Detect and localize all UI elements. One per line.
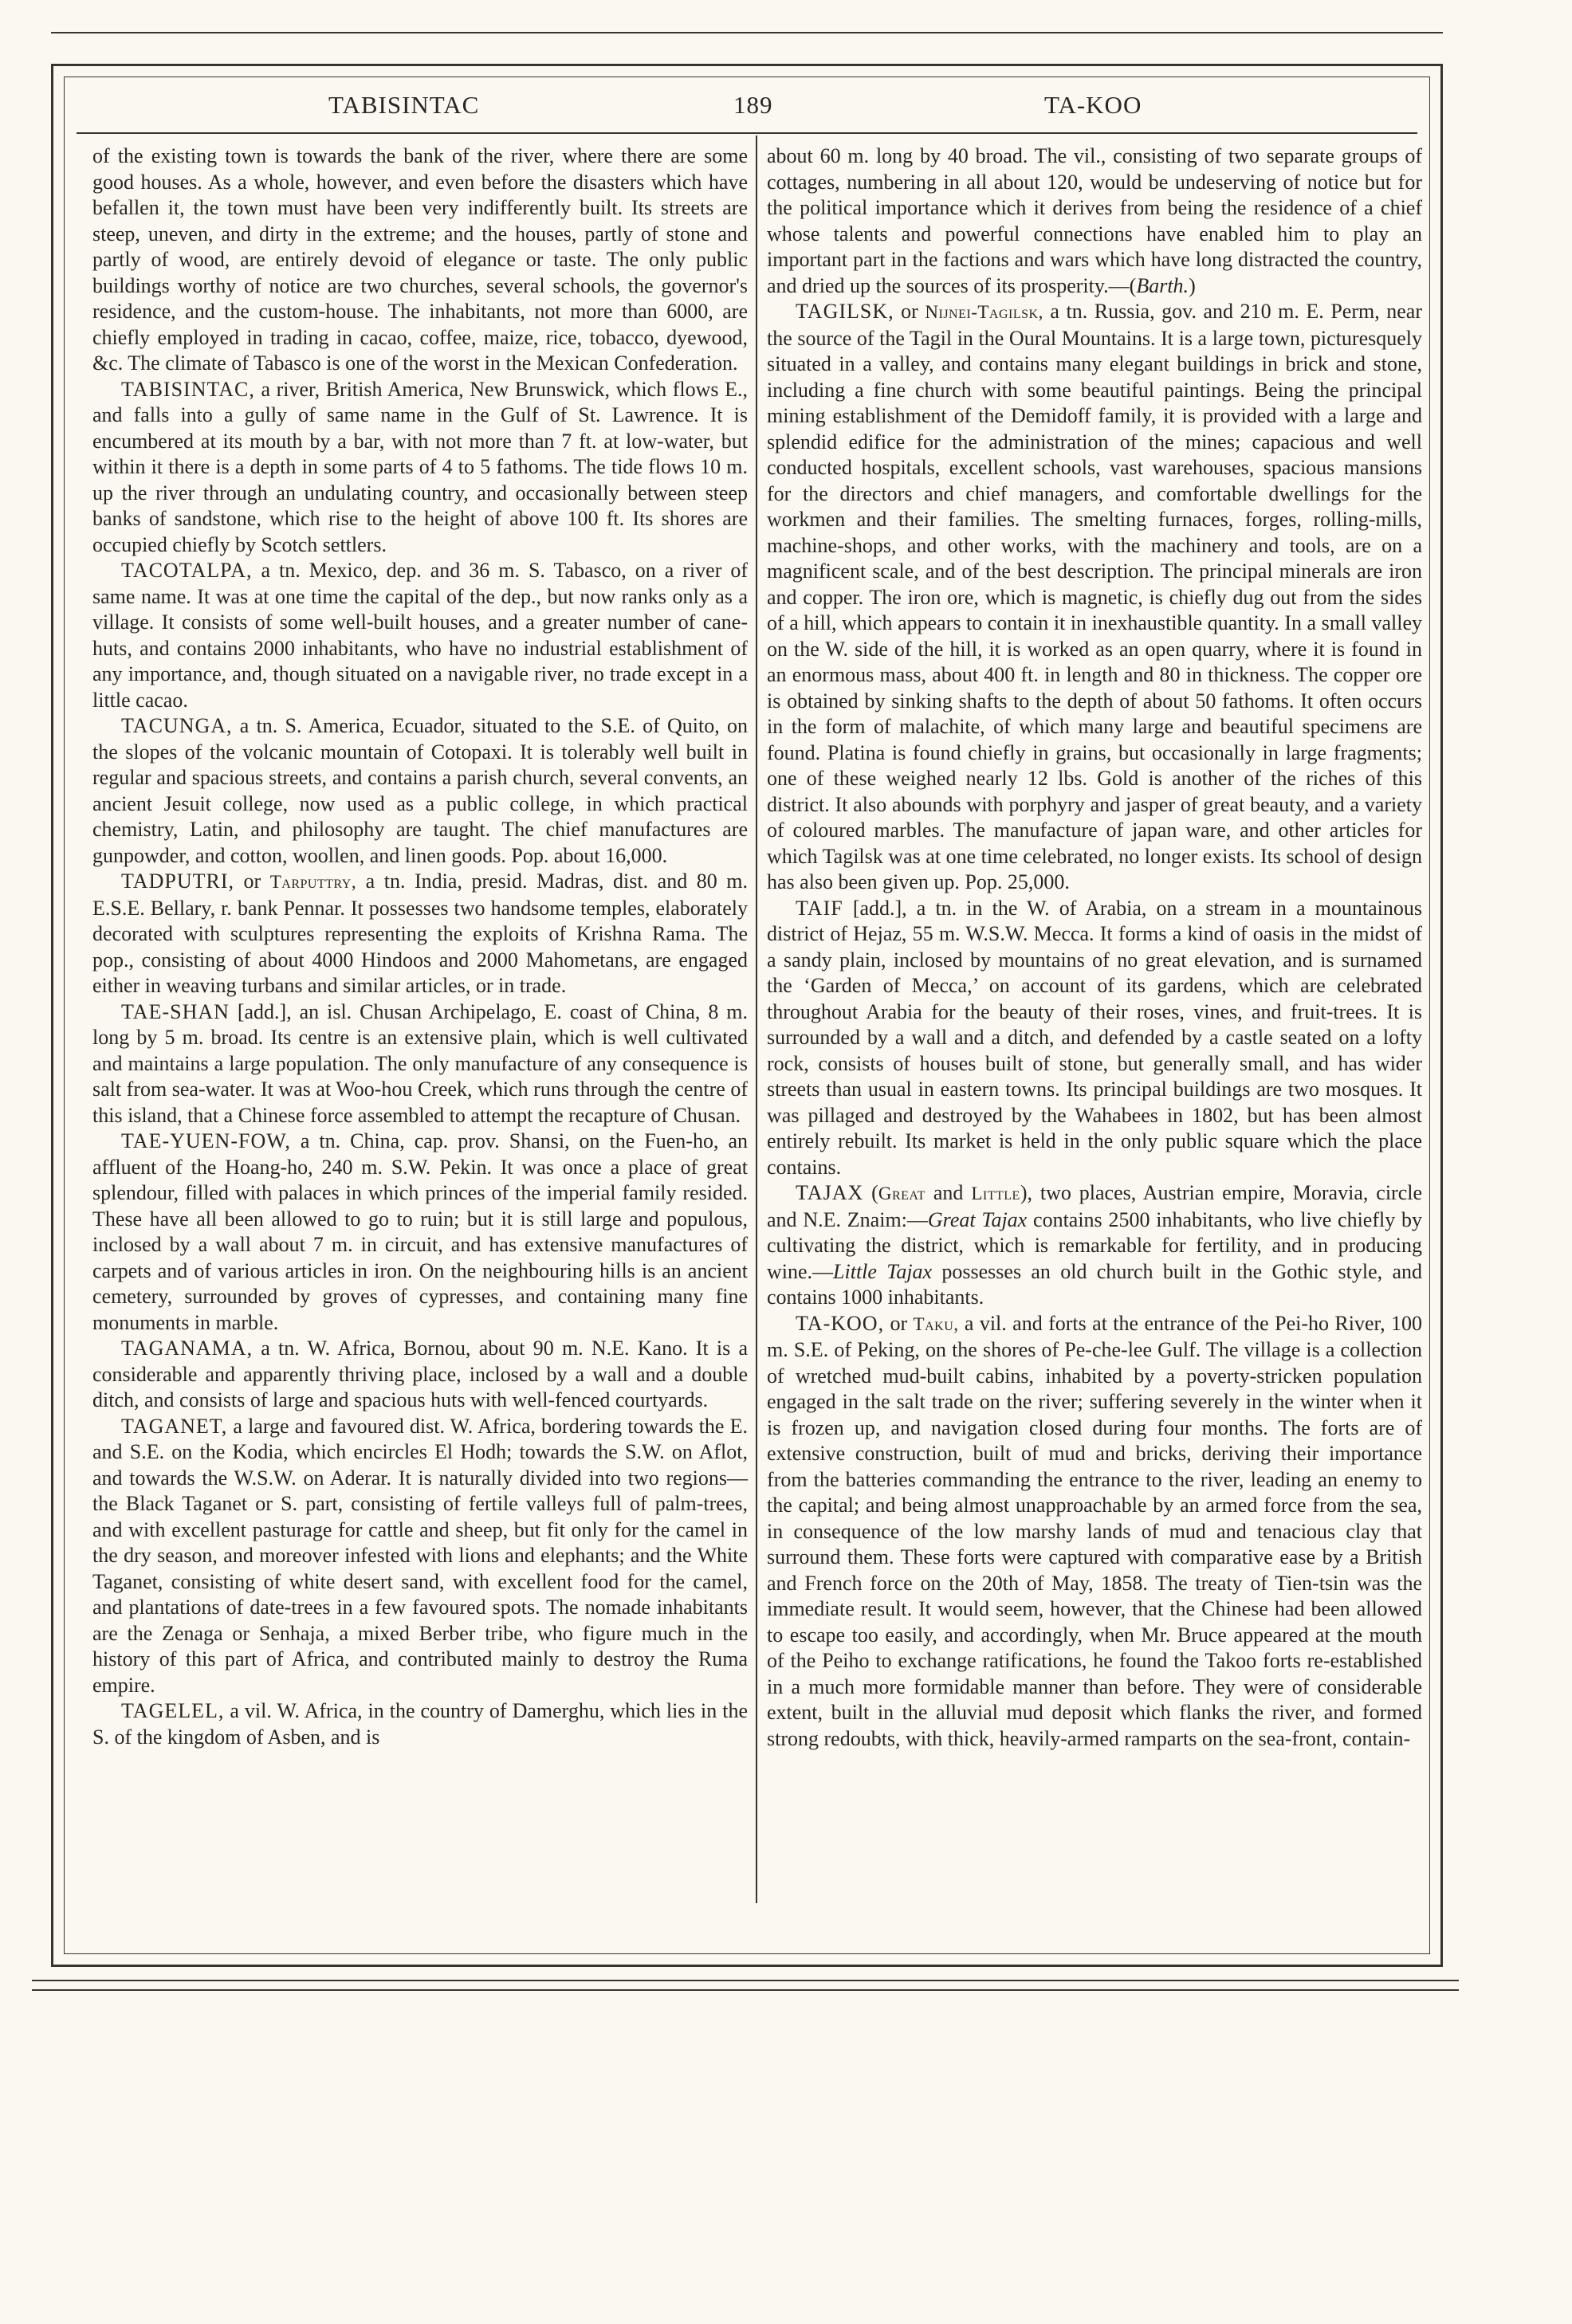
headword: TAE-YUEN-FOW, (121, 1129, 291, 1152)
left-column (92, 143, 748, 1750)
entry-tacunga: TACUNGA, a tn. S. America, Ecuador, situated to the S.E. of Quito, on the slopes of the volcanic mountain of Cotopaxi. It is tolerably well built in regular and spacious streets, and contains a parish church, several convents, an ancient Jesuit college, now used as a public college, in which practical chemistry, Latin, and philosophy are taught. The chief manufactures are gunpowder, and cotton, woollen, and linen goods. Pop. about 16,000. (92, 714, 748, 867)
alt-name: Taku, (913, 1313, 959, 1334)
entry-taif: TAIF [add.], a tn. in the W. of Arabia, on a stream in a mountainous district of Hejaz, 55 m. W.S.W. Mecca. It forms a kind of oasis in the midst of a sandy plain, inclosed by mountains of no great elevation, and is surnamed the ‘Garden of Mecca,’ on account of its gardens, which are celebrated throughout Arabia for the beauty of their roses, vines, and fruit-trees. It is surrounded by a wall and a ditch, and defended by a castle seated on a lofty rock, consists of houses built of stone, but generally small, and has wider streets than usual in eastern towns. Its principal buildings are two mosques. It was pillaged and destroyed by the Wahabees in 1802, but has been almost entirely rebuilt. Its market is held in the only public square which the place contains. (767, 896, 1422, 1179)
entry-tagelel: TAGELEL, a vil. W. Africa, in the country of Damerghu, which lies in the S. of the kingdom of Asben, and is (92, 1699, 748, 1749)
header-left-word: TABISINTAC (328, 91, 480, 119)
headword: TAGANET, (121, 1414, 228, 1438)
entry-tabisintac: TABISINTAC, a river, British America, New Brunswick, which flows E., and falls into a gully of same name in the Gulf of St. Lawrence. It is encumbered at its mouth by a bar, with not more than 7 ft. at low-water, but within it there is a depth in some parts of 4 to 5 fathoms. The tide flows 10 m. up the river through an undulating country, and occasionally between steep banks of sandstone, which rise to the height of above 100 ft. Its shores are occupied chiefly by Scotch settlers. (92, 377, 748, 556)
entry-tagilsk: TAGILSK, or Nijnei-Tagilsk, a tn. Russia, gov. and 210 m. E. Perm, near the source of the Tagil in the Oural Mountains. It is a large town, picturesquely situated in a valley, and contains many elegant buildings in brick and stone, including a fine church with some beautiful paintings. Being the principal mining establishment of the Demidoff family, it is provided with a large and splendid edifice for the administration of the mines; capacious and well conducted hospitals, excellent schools, vast warehouses, spacious mansions for the directors and chief managers, and comfortable dwellings for the workmen and their families. The smelting furnaces, forges, rolling-mills, machine-shops, and other works, with the machinery and tools, are on a magnificent scale, and of the best description. The principal minerals are iron and copper. The iron ore, which is magnetic, is chiefly dug out from the sides of a hill, which appears to contain it in inexhaustible quantity. In a small valley on the W. side of the hill, it is worked as an open quarry, where it is found in an enormous mass, about 400 ft. in length and 80 in thickness. The copper ore is obtained by sinking shafts to the depth of about 50 fathoms. It often occurs in the form of malachite, of which many large and beautiful specimens are found. Platina is found chiefly in grains, but occasionally in large fragments; one of these weighed nearly 12 lbs. Gold is another of the riches of this district. It also abounds with porphyry and jasper of great beauty, and a variety of coloured marbles. The manufacture of japan ware, and other articles for which Tagilsk was at one time celebrated, no longer exists. Its school of design has also been given up. Pop. 25,000. (767, 300, 1422, 893)
page-number: 189 (733, 91, 773, 119)
header-rule (77, 132, 1417, 134)
headword: TAIF (796, 896, 843, 920)
header-right-word: TA-KOO (1044, 91, 1142, 119)
entry-taganet: TAGANET, a large and favoured dist. W. Africa, bordering towards the E. and S.E. on the Kodia, which encircles El Hodh; towards the S.W. on Aflot, and towards the W.S.W. on Aderar. It is naturally divided into two regions—the Black Taganet or S. part, consisting of fertile valleys full of palm-trees, and with excellent pasturage for cattle and sheep, but fit only for the camel in the dry season, and moreover infested with lions and elephants; and the White Taganet, consisting of white desert sand, with excellent food for the camel, and plantations of date-trees in a few favoured spots. The nomade inhabitants are the Zenaga or Senhaja, a mixed Berber tribe, who figure much in the history of this part of Africa, and contributed mainly to destroy the Ruma empire. (92, 1414, 748, 1697)
headword: TACOTALPA, (121, 559, 253, 582)
alt-name: Nijnei-Tagilsk, (925, 302, 1043, 322)
headword: TAGELEL, (121, 1699, 225, 1722)
entry-continuation: of the existing town is towards the bank of the river, where there are some good houses. As a whole, however, and even before the disasters which have befallen it, the town must have been very indifferently built. Its streets are steep, uneven, and dirty in the extreme; and the houses, partly of stone and partly of wood, are entirely devoid of elegance or taste. The only public buildings worthy of notice are two churches, several schools, the governor's residence, and the custom-house. The inhabitants, not more than 6000, are chiefly employed in trading in cacao, coffee, maize, rice, tobacco, dyewood, &c. The climate of Tabasco is one of the worst in the Mexican Confederation. (92, 144, 748, 375)
column-divider (756, 135, 757, 1903)
headword: TACUNGA, (121, 714, 233, 737)
headword: TA-KOO, (796, 1311, 885, 1335)
headword: TABISINTAC, (121, 377, 255, 401)
top-rule (51, 32, 1443, 33)
headword: TADPUTRI, (121, 870, 234, 893)
entry-tajax: TAJAX (Great and Little), two places, Austrian empire, Moravia, circle and N.E. Znaim:—Great Tajax contains 2500 inhabitants, who live chiefly by cultivating the district, which is remarkable for fertility, and in producing wine.—Little Tajax possesses an old church built in the Gothic style, and contains 1000 inhabitants. (767, 1181, 1423, 1309)
entry-tacotalpa: TACOTALPA, a tn. Mexico, dep. and 36 m. S. Tabasco, on a river of same name. It was at one time the capital of the dep., but now ranks only as a village. It consists of some well-built houses, and a greater number of cane-huts, and contains 2000 inhabitants, who have no industrial establishment of any importance, and, though situated on a navigable river, no trade except in a little cacao. (92, 559, 748, 712)
headword: TAE-SHAN (121, 999, 230, 1023)
headword: TAJAX (796, 1181, 864, 1204)
citation: Barth. (1136, 273, 1189, 297)
alt-name: Tarputtry, (269, 872, 357, 892)
right-column (767, 143, 1422, 1752)
entry-continuation: about 60 m. long by 40 broad. The vil., consisting of two separate groups of cottages, numbering in all about 120, would be undeserving of notice but for the political importance which it derives from being the residence of a chief whose talents and powerful connections have enabled him to play an important part in the factions and wars which have long distracted the country, and dried up the sources of its prosperity.—(Barth.) (767, 144, 1422, 297)
entry-ta-koo: TA-KOO, or Taku, a vil. and forts at the entrance of the Pei-ho River, 100 m. S.E. of Peking, on the shores of Pe-che-lee Gulf. The village is a collection of wretched mud-built cabins, inhabited by a poverty-stricken population engaged in the salt trade on the river; suffering severely in the winter when it is frozen up, and navigation closed during four months. The forts are of extensive construction, built of mud and bricks, deriving their importance from the batteries commanding the entrance to the river, leading an enemy to the capital; and being almost unapproachable by an armed force from the sea, in consequence of the low marshy lands of mud and tenacious clay that surround them. These forts were captured with comparative ease by a British and French force on the 20th of May, 1858. The treaty of Tien-tsin was the immediate result. It would seem, however, that the Chinese had been allowed to escape too easily, and accordingly, when Mr. Bruce appeared at the mouth of the Peiho to exchange ratifications, he found the Takoo forts re-established in a much more formidable manner than before. They were of considerable extent, built in the alluvial mud deposit which flanks the river, and formed strong redoubts, with thick, heavily-armed ramparts on the sea-front, contain- (767, 1311, 1422, 1750)
bottom-rule-2 (32, 1989, 1459, 1991)
headword: TAGILSK, (796, 300, 894, 323)
entry-taganama: TAGANAMA, a tn. W. Africa, Bornou, about 90 m. N.E. Kano. It is a considerable and apparently thriving place, inclosed by a wall and a double ditch, and consists of large and spacious huts with well-fenced courtyards. (92, 1337, 748, 1411)
entry-tae-shan: TAE-SHAN [add.], an isl. Chusan Archipelago, E. coast of China, 8 m. long by 5 m. broad. Its centre is an extensive plain, which is well cultivated and maintains a large population. The only manufacture of any consequence is salt from sea-water. It was at Woo-hou Creek, which runs through the centre of this island, that a Chinese force assembled to attempt the recapture of Chusan. (92, 999, 748, 1127)
entry-tae-yuen-fow: TAE-YUEN-FOW, a tn. China, cap. prov. Shansi, on the Fuen-ho, an affluent of the Hoang-ho, 240 m. S.W. Pekin. It was once a place of great splendour, filled with palaces in which princes of the imperial family resided. These have all been allowed to go to ruin; but it is still large and populous, inclosed by a wall about 7 m. in circuit, and has extensive manufactures of carpets and of various articles in iron. On the neighbouring hills is an ancient cemetery, surrounded by groves of cypresses, and containing many fine monuments in marble. (92, 1129, 748, 1334)
bottom-rule-1 (32, 1980, 1459, 1981)
entry-tadputri: TADPUTRI, or Tarputtry, a tn. India, presid. Madras, dist. and 80 m. E.S.E. Bellary, r. bank Pennar. It possesses two handsome temples, elaborately decorated with sculptures representing the exploits of Krishna Rama. The pop., consisting of about 4000 Hindoos and 2000 Mahometans, are engaged either in weaving turbans and similar articles, or in trade. (92, 870, 748, 997)
running-header (0, 91, 1572, 129)
headword: TAGANAMA, (121, 1337, 253, 1360)
